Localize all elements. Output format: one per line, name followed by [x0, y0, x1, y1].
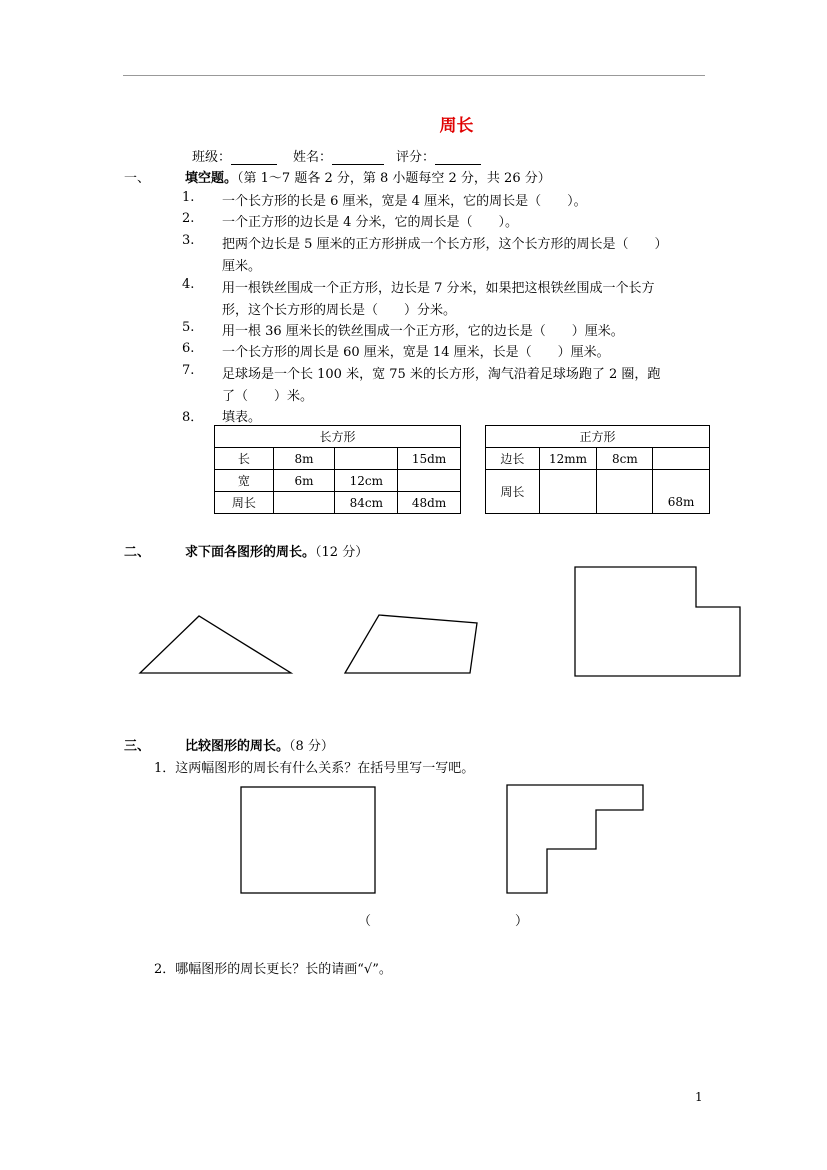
- question-text: 足球场是一个长 100 米，宽 75 米的长方形，淘气沿着足球场跑了 2 圈，跑: [222, 367, 661, 382]
- rectangle-table-header: 长方形: [215, 426, 461, 448]
- question-number: 2.: [182, 211, 195, 226]
- table-cell: 84cm: [335, 492, 398, 514]
- table-cell: 68m: [653, 470, 710, 514]
- question-text: 了（ ）米。: [222, 389, 314, 404]
- question-number: 5.: [182, 320, 195, 335]
- question-number: 3.: [182, 233, 195, 248]
- question-text: 一个长方形的周长是 60 厘米，宽是 14 厘米，长是（ ）厘米。: [222, 345, 610, 360]
- table-cell: 宽: [215, 470, 274, 492]
- question-text: 填表。: [222, 410, 262, 425]
- table-cell: 长: [215, 448, 274, 470]
- name-label: 姓名：: [293, 150, 333, 165]
- question-text: 用一根 36 厘米长的铁丝围成一个正方形，它的边长是（ ）厘米。: [222, 324, 624, 339]
- question-text: 一个正方形的边长是 4 分米，它的周长是（ ）。: [222, 215, 519, 230]
- section2-number: 二、: [124, 545, 151, 560]
- square-table-header: 正方形: [486, 426, 710, 448]
- section3-heading-line: [185, 735, 334, 754]
- table-cell: 12mm: [539, 448, 597, 470]
- section1-heading: 填空题。: [185, 171, 238, 186]
- section1-note: （第 1～7 题各 2 分，第 8 小题每空 2 分，共 26 分）: [237, 171, 551, 186]
- table-cell: 15dm: [398, 448, 461, 470]
- table-cell: 周长: [215, 492, 274, 514]
- section3-number: 三、: [124, 739, 151, 754]
- question-text: 把两个边长是 5 厘米的正方形拼成一个长方形，这个长方形的周长是（ ）: [222, 237, 668, 252]
- section1-number: 一、: [124, 171, 151, 186]
- question-number: 4.: [182, 277, 195, 292]
- l-shape-figure: [575, 567, 740, 676]
- page-title: 周长: [439, 116, 474, 136]
- answer-paren-open: （: [358, 914, 372, 929]
- question-number: 8．: [182, 410, 204, 425]
- section3-question2: 2．哪幅图形的周长更长？长的请画“√”。: [154, 962, 392, 977]
- staircase-figure: [507, 785, 643, 893]
- table-cell: 48dm: [398, 492, 461, 514]
- section2-note: （12 分）: [315, 545, 369, 560]
- class-label: 班级：: [192, 150, 232, 165]
- question-text: 用一根铁丝围成一个正方形，边长是 7 分米，如果把这根铁丝围成一个长方: [222, 281, 655, 296]
- table-cell: 8cm: [597, 448, 653, 470]
- section2-heading: 求下面各图形的周长。: [185, 545, 316, 560]
- page-number: 1: [695, 1090, 703, 1104]
- table-cell: 12cm: [335, 470, 398, 492]
- quadrilateral-figure: [345, 615, 477, 673]
- section3-heading: 比较图形的周长。: [185, 739, 290, 754]
- section3-question1: 1．这两幅图形的周长有什么关系？在括号里写一写吧。: [154, 761, 475, 776]
- square-figure: [241, 787, 375, 893]
- table-cell: 周长: [486, 470, 540, 514]
- answer-blank[interactable]: [378, 910, 508, 926]
- question-number: 1.: [182, 190, 195, 205]
- section3-note: （8 分）: [289, 739, 334, 754]
- question-number: 7.: [182, 363, 195, 378]
- question-text: 厘米。: [222, 259, 262, 274]
- table-cell: 6m: [273, 470, 335, 492]
- question-text: 一个长方形的长是 6 厘米，宽是 4 厘米，它的周长是（ ）。: [222, 194, 587, 209]
- table-cell: 边长: [486, 448, 540, 470]
- question-text: 形，这个长方形的周长是（ ）分米。: [222, 303, 457, 318]
- answer-paren-close: ）: [515, 914, 529, 929]
- score-label: 评分：: [396, 150, 436, 165]
- question-number: 6.: [182, 341, 195, 356]
- table-cell: 8m: [273, 448, 335, 470]
- triangle-figure: [140, 616, 291, 673]
